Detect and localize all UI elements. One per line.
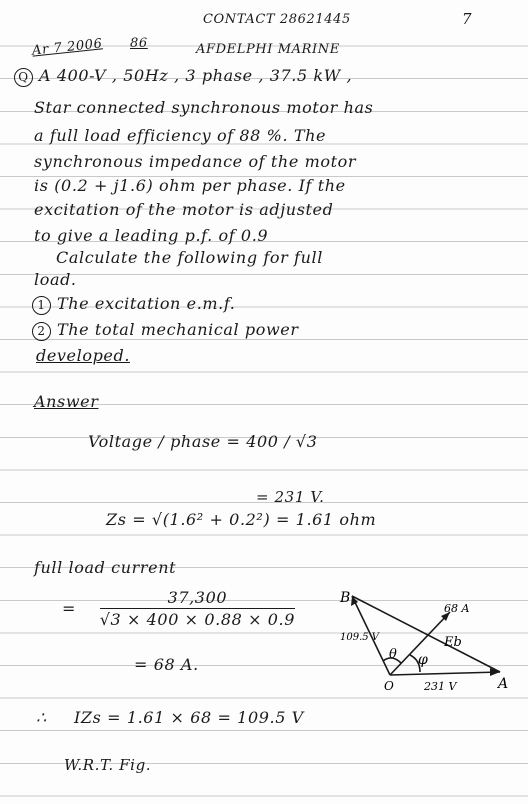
question-line-4: synchronous impedance of the motor [34, 152, 357, 171]
code-note: 86 [130, 36, 148, 51]
current-heading: full load current [34, 558, 177, 577]
voltage-per-phase: Voltage / phase = 400 / √3 [88, 432, 318, 451]
question-line-6: excitation of the motor is adjusted [34, 200, 334, 219]
question-line-9: load. [34, 270, 77, 289]
therefore-symbol: ∴ [36, 708, 47, 727]
question-line-5: is (0.2 + j1.6) ohm per phase. If the [34, 176, 346, 195]
question-line-8: Calculate the following for full [56, 248, 323, 267]
label-izs: 109.5 V [340, 632, 380, 643]
zs-equation: Zs = √(1.6² + 0.2²) = 1.61 ohm [106, 510, 377, 529]
item-1-text: The excitation e.m.f. [57, 294, 236, 313]
label-theta: θ [389, 647, 397, 662]
item-2-marker: 2 [32, 322, 51, 341]
date-note: Ar 7 2006 [31, 36, 104, 59]
contact-note: CONTACT 28621445 [203, 12, 351, 27]
label-O: O [384, 679, 394, 693]
current-equals: = [62, 599, 77, 618]
label-B: B [340, 590, 351, 606]
question-item-2-continuation: developed. [36, 346, 131, 365]
question-line-2: Star connected synchronous motor has [34, 98, 374, 117]
answer-heading: Answer [34, 392, 99, 411]
company-note: AFDELPHI MARINE [196, 42, 340, 57]
current-numerator: 37,300 [100, 588, 295, 609]
item-1-marker: 1 [32, 296, 51, 315]
izs-equation: IZs = 1.61 × 68 = 109.5 V [74, 708, 304, 727]
label-eb: Eb [444, 635, 462, 650]
label-current: 68 A [444, 602, 470, 615]
voltage-result: = 231 V. [256, 488, 325, 506]
label-A: A [498, 676, 509, 692]
page-number: 7 [462, 10, 473, 28]
wrt-figure: W.R.T. Fig. [64, 756, 152, 774]
phasor-OA [390, 672, 500, 675]
label-voltage: 231 V [424, 680, 457, 693]
current-denominator: √3 × 400 × 0.88 × 0.9 [99, 610, 296, 629]
question-line-3: a full load efficiency of 88 %. The [34, 126, 327, 145]
label-phi: φ [418, 652, 428, 668]
item-2-text: The total mechanical power [57, 320, 299, 339]
question-marker: Q [14, 68, 33, 87]
question-text-1: A 400-V , 50Hz , 3 phase , 37.5 kW , [39, 66, 353, 85]
current-result: = 68 A. [134, 655, 199, 674]
question-line-7: to give a leading p.f. of 0.9 [34, 226, 269, 245]
